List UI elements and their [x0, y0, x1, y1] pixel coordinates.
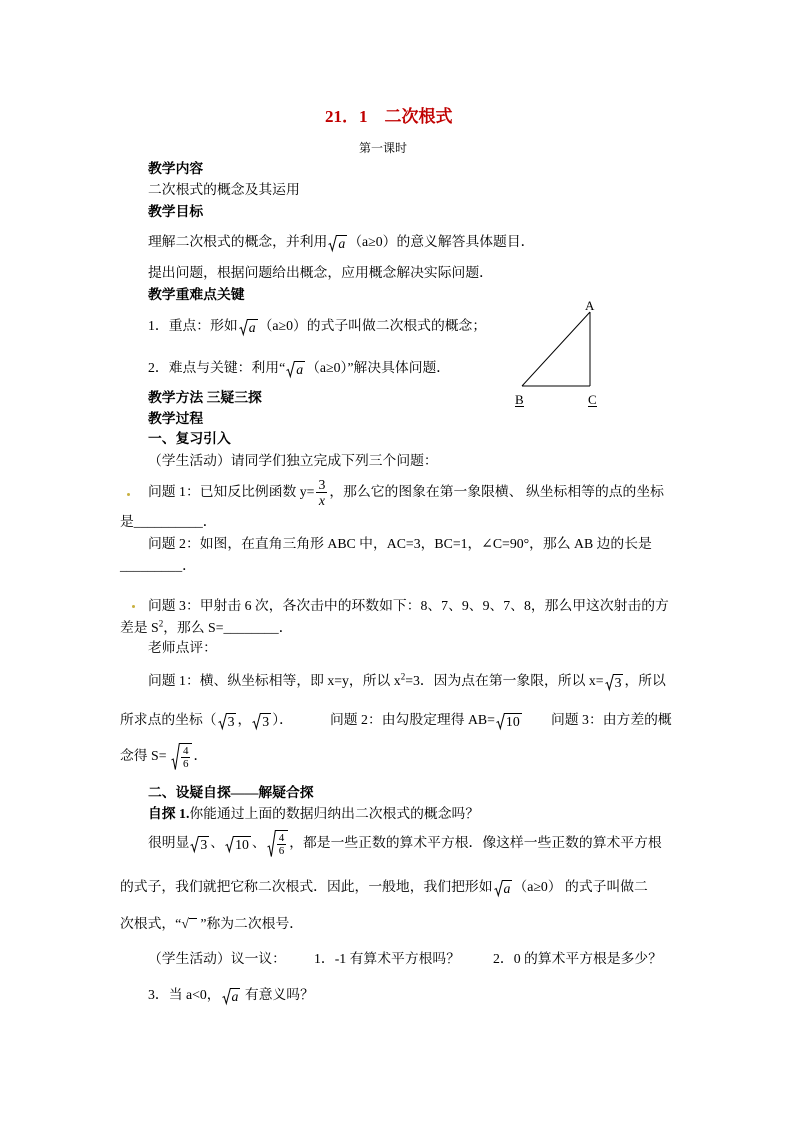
- fraction-denominator: 6: [278, 845, 285, 858]
- text-segment: 1．重点：形如: [148, 318, 238, 333]
- key-point-1: [148, 316, 486, 336]
- text-segment: 、: [251, 835, 266, 850]
- self-explore-label: 自探 1.: [148, 806, 190, 821]
- text-segment: 的式子，我们就把它称二次根式．因此，一般地，我们把形如: [120, 879, 493, 894]
- text-segment: ，那么它的图象在第一象限横、 纵坐标相等的点的坐标: [329, 484, 664, 499]
- key-point-2: [148, 358, 450, 378]
- review-heading: 一、复习引入: [148, 431, 231, 446]
- radicand: a: [248, 319, 256, 335]
- radicand: 10: [505, 713, 520, 729]
- radicand: a: [231, 988, 239, 1004]
- explore-heading: 二、设疑自探——解疑合探: [148, 785, 314, 800]
- discuss-question-2: 2．0 的算术平方根是多少？: [493, 951, 663, 966]
- vertex-label-a: A: [585, 298, 595, 313]
- review-intro: （学生活动）请同学们独立完成下列三个问题：: [148, 453, 438, 468]
- radicand: [276, 830, 289, 857]
- explain-line-3: [120, 914, 303, 934]
- sqrt-fraction-expression: [171, 743, 193, 770]
- superscript: 2: [400, 671, 406, 682]
- text-segment: 所求点的坐标（: [120, 712, 217, 727]
- radicand: 3: [614, 674, 622, 690]
- radical-sign-icon: [171, 743, 180, 770]
- radical-sign-icon: [222, 988, 231, 1004]
- text-segment: （a≥0）”解决具体问题．: [306, 360, 451, 375]
- sqrt-expression: [252, 713, 271, 729]
- discuss-label: （学生活动）议一议：: [148, 951, 286, 966]
- lesson-label: 第一课时: [359, 141, 408, 155]
- radical-sign-icon: [267, 830, 276, 857]
- answer-3-line-2: [120, 745, 208, 771]
- fraction: [181, 745, 191, 770]
- text-segment: 差是 S: [120, 620, 159, 635]
- fraction-denominator: 6: [182, 758, 189, 771]
- teacher-comment-label: 老师点评：: [148, 640, 217, 655]
- radical-sign-icon: [252, 713, 261, 729]
- teaching-content-heading: 教学内容: [148, 161, 204, 176]
- radical-symbol: √: [181, 916, 189, 931]
- vertex-label-b: B: [515, 392, 524, 407]
- key-difficulties-heading: 教学重难点关键: [148, 287, 245, 302]
- text-segment: 有意义吗？: [244, 987, 314, 1002]
- sqrt-expression: [222, 988, 241, 1004]
- fraction: [277, 832, 287, 857]
- answer-1-line-1: [148, 671, 666, 691]
- radical-sign-icon: [496, 713, 505, 729]
- radical-overline: [189, 918, 197, 929]
- text-segment: 次根式，“: [120, 916, 182, 931]
- radical-sign-icon: [605, 674, 614, 690]
- objective-line-2: 提出问题，根据问题给出概念，应用概念解决实际问题．: [148, 265, 493, 280]
- text-segment: 问题 1：已知反比例函数 y=: [148, 484, 315, 499]
- radicand: 10: [235, 836, 249, 852]
- radicand: 3: [262, 713, 270, 729]
- radicand: 3: [200, 836, 208, 852]
- sqrt-expression: [190, 836, 209, 852]
- text-segment: =3．因为点在第一象限，所以 x=: [405, 673, 604, 688]
- stray-mark: [132, 605, 135, 608]
- question-1-line-1: [148, 477, 664, 509]
- text-segment: ”称为二次根号．: [196, 916, 304, 931]
- radicand: a: [296, 361, 304, 377]
- text-segment: 念得 S=: [120, 748, 167, 763]
- objective-line-1: [148, 232, 534, 252]
- fraction-numerator: 4: [182, 745, 189, 758]
- fraction-denominator: x: [318, 493, 325, 509]
- question-2-line-2: _________．: [120, 558, 196, 573]
- discuss-question-1: 1．-1 有算术平方根吗？: [314, 951, 461, 966]
- sqrt-expression: [494, 880, 513, 896]
- radical-sign-icon: [494, 880, 503, 896]
- right-triangle-figure: [505, 292, 605, 412]
- text-segment: （a≥0） 的式子叫做二: [513, 879, 648, 894]
- question-1-line-2: 是__________．: [120, 514, 217, 529]
- text-segment: 问题 2：由勾股定理得 AB=: [330, 712, 495, 727]
- sqrt-expression: [496, 713, 522, 729]
- answer-1-line-2: [120, 710, 293, 730]
- stray-mark: [127, 493, 130, 496]
- radicand: 3: [227, 713, 235, 729]
- explain-line-2: [120, 877, 648, 897]
- text-segment: ．: [193, 748, 208, 763]
- vertex-label-c: C: [588, 392, 597, 407]
- answer-3-line-1: 问题 3：由方差的概: [551, 712, 672, 727]
- question-3-line-1: 问题 3：甲射击 6 次，各次击中的环数如下：8、7、9、9、7、8，那么甲这次射击的方: [148, 598, 669, 613]
- self-explore-1: [148, 804, 479, 824]
- text-segment: 理解二次根式的概念，并利用: [148, 234, 328, 249]
- radicand: a: [338, 235, 346, 251]
- text-segment: （a≥0）的意义解答具体题目．: [348, 234, 535, 249]
- radicand: a: [503, 880, 511, 896]
- text-segment: 你能通过上面的数据归纳出二次根式的概念吗？: [189, 806, 480, 821]
- radical-sign-icon: [328, 235, 337, 251]
- fraction-numerator: 4: [278, 832, 285, 845]
- superscript: 2: [158, 618, 164, 629]
- text-segment: 很明显: [148, 835, 190, 850]
- radical-sign-icon: [286, 361, 295, 377]
- page-title: 21．1 二次根式: [325, 107, 453, 126]
- sqrt-fraction-expression: [267, 830, 289, 857]
- discuss-question-3: [148, 985, 314, 1005]
- teaching-process-heading: 教学过程: [148, 411, 204, 426]
- question-3-line-2: [120, 618, 293, 638]
- radical-sign-icon: [218, 713, 227, 729]
- text-segment: ，所以: [624, 673, 666, 688]
- sqrt-expression: [605, 674, 624, 690]
- teaching-content-text: 二次根式的概念及其运用: [148, 182, 300, 197]
- text-segment: 问题 1：横、纵坐标相等，即 x=y，所以 x: [148, 673, 401, 688]
- text-segment: 3．当 a<0，: [148, 987, 221, 1002]
- answer-2: [330, 710, 523, 730]
- teaching-method-heading: 教学方法 三疑三探: [148, 390, 262, 405]
- text-segment: ）．: [272, 712, 293, 727]
- explain-line-1: [148, 832, 662, 858]
- text-segment: ，那么 S=________．: [163, 620, 293, 635]
- text-segment: （a≥0）的式子叫做二次根式的概念；: [258, 318, 487, 333]
- text-segment: ，都是一些正数的算术平方根．像这样一些正数的算术平方根: [289, 835, 662, 850]
- question-2-line-1: 问题 2：如图，在直角三角形 ABC 中，AC=3，BC=1，∠C=90°，那么 AB 边的长是: [148, 536, 652, 551]
- text-segment: 2．难点与关键：利用“: [148, 360, 286, 375]
- teaching-objectives-heading: 教学目标: [148, 204, 204, 219]
- text-segment: 、: [210, 835, 225, 850]
- sqrt-expression: [218, 713, 237, 729]
- radical-sign-icon: [239, 319, 248, 335]
- sqrt-expression: [286, 361, 305, 377]
- side-ab: [522, 312, 590, 386]
- sqrt-expression: [225, 836, 251, 852]
- sqrt-expression: [239, 319, 258, 335]
- radical-sign-icon: [190, 836, 199, 852]
- radicand: [180, 743, 193, 770]
- text-segment: ，: [237, 712, 252, 727]
- fraction-numerator: 3: [318, 477, 326, 493]
- radical-sign-icon: [225, 836, 234, 852]
- sqrt-expression: [328, 235, 347, 251]
- fraction: [316, 477, 327, 508]
